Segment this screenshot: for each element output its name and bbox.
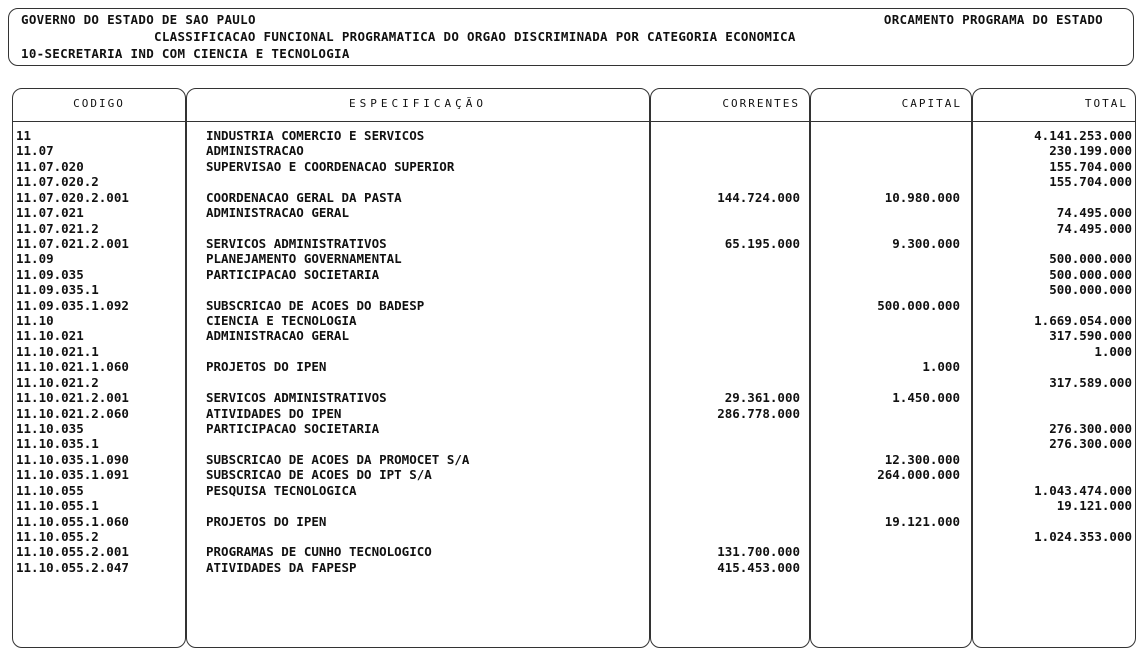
table-row — [12, 421, 1136, 436]
table-row — [12, 529, 1136, 544]
cell-especificacao: PROJETOS DO IPEN — [206, 359, 327, 375]
cell-codigo: 11.10.035.1 — [16, 436, 99, 452]
classification-title: CLASSIFICACAO FUNCIONAL PROGRAMATICA DO ORGAO DISCRIMINADA POR CATEGORIA ECONOMICA — [154, 29, 796, 44]
cell-codigo: 11.09.035.1 — [16, 282, 99, 298]
header-especificacao: ESPECIFICAÇÃO — [348, 97, 488, 110]
cell-codigo: 11.10.055 — [16, 482, 84, 498]
cell-codigo: 11.10.021.2.060 — [16, 405, 129, 421]
table-row — [12, 483, 1136, 498]
cell-total: 1.000 — [1094, 343, 1132, 359]
cell-codigo: 11.10.055.1 — [16, 498, 99, 514]
cell-codigo: 11.10.055.1.060 — [16, 513, 129, 529]
table-row — [12, 282, 1136, 297]
cell-correntes: 131.700.000 — [717, 544, 800, 560]
cell-especificacao: SERVICOS ADMINISTRATIVOS — [206, 235, 387, 251]
cell-codigo: 11 — [16, 128, 32, 143]
table-row — [12, 190, 1136, 205]
cell-especificacao: INDUSTRIA COMERCIO E SERVICOS — [206, 128, 425, 143]
table-row — [12, 359, 1136, 374]
table-row — [12, 436, 1136, 451]
cell-especificacao: SUPERVISAO E COORDENACAO SUPERIOR — [206, 158, 455, 174]
cell-codigo: 11.10.055.2.001 — [16, 544, 129, 560]
cell-codigo: 11.10.021.2.001 — [16, 390, 129, 406]
table-row — [12, 560, 1136, 575]
cell-total: 230.199.000 — [1049, 143, 1132, 159]
table-row — [12, 205, 1136, 220]
cell-especificacao: SUBSCRICAO DE ACOES DO BADESP — [206, 297, 425, 313]
cell-codigo: 11.10.035.1.090 — [16, 451, 129, 467]
header-capital: CAPITAL — [901, 97, 962, 110]
cell-codigo: 11.09.035 — [16, 266, 84, 282]
cell-especificacao: ADMINISTRACAO — [206, 143, 304, 159]
cell-especificacao: SERVICOS ADMINISTRATIVOS — [206, 390, 387, 406]
cell-total: 155.704.000 — [1049, 158, 1132, 174]
cell-total: 500.000.000 — [1049, 266, 1132, 282]
cell-codigo: 11.07.020.2.001 — [16, 189, 129, 205]
cell-especificacao: PROJETOS DO IPEN — [206, 513, 327, 529]
table-row — [12, 159, 1136, 174]
table-row — [12, 498, 1136, 513]
cell-codigo: 11.07.021 — [16, 205, 84, 221]
cell-capital: 500.000.000 — [877, 297, 960, 313]
cell-codigo: 11.07 — [16, 143, 54, 159]
cell-capital: 12.300.000 — [884, 451, 960, 467]
cell-especificacao: ADMINISTRACAO GERAL — [206, 328, 349, 344]
table-row — [12, 328, 1136, 343]
cell-codigo: 11.10.055.2 — [16, 528, 99, 544]
cell-total: 317.589.000 — [1049, 374, 1132, 390]
cell-especificacao: PROGRAMAS DE CUNHO TECNOLOGICO — [206, 544, 432, 560]
cell-total: 1.669.054.000 — [1034, 313, 1132, 329]
cell-total: 19.121.000 — [1056, 498, 1132, 514]
cell-codigo: 11.10.021.2 — [16, 374, 99, 390]
cell-capital: 264.000.000 — [877, 467, 960, 483]
cell-total: 155.704.000 — [1049, 174, 1132, 190]
cell-total: 74.495.000 — [1056, 205, 1132, 221]
cell-especificacao: ATIVIDADES DO IPEN — [206, 405, 342, 421]
cell-codigo: 11.10.055.2.047 — [16, 559, 129, 575]
cell-capital: 1.000 — [922, 359, 960, 375]
cell-codigo: 11.07.020.2 — [16, 174, 99, 190]
cell-codigo: 11.07.021.2 — [16, 220, 99, 236]
cell-total: 500.000.000 — [1049, 251, 1132, 267]
table-row — [12, 452, 1136, 467]
cell-codigo: 11.10.021.1 — [16, 343, 99, 359]
table-body — [12, 128, 1136, 575]
cell-especificacao: CIENCIA E TECNOLOGIA — [206, 313, 357, 329]
cell-especificacao: PESQUISA TECNOLOGICA — [206, 482, 357, 498]
department-title: 10-SECRETARIA IND COM CIENCIA E TECNOLOGIA — [21, 46, 350, 61]
cell-capital: 9.300.000 — [892, 235, 960, 251]
cell-especificacao: PARTICIPACAO SOCIETARIA — [206, 266, 380, 282]
cell-codigo: 11.10.021 — [16, 328, 84, 344]
cell-capital: 1.450.000 — [892, 390, 960, 406]
cell-correntes: 144.724.000 — [717, 189, 800, 205]
cell-correntes: 29.361.000 — [724, 390, 800, 406]
cell-total: 276.300.000 — [1049, 436, 1132, 452]
table-row — [12, 174, 1136, 189]
cell-especificacao: SUBSCRICAO DE ACOES DO IPT S/A — [206, 467, 432, 483]
cell-correntes: 65.195.000 — [724, 235, 800, 251]
cell-especificacao: SUBSCRICAO DE ACOES DA PROMOCET S/A — [206, 451, 470, 467]
cell-total: 1.043.474.000 — [1034, 482, 1132, 498]
cell-codigo: 11.10.021.1.060 — [16, 359, 129, 375]
table-row — [12, 406, 1136, 421]
cell-codigo: 11.10 — [16, 313, 54, 329]
table-row — [12, 544, 1136, 559]
table-row — [12, 313, 1136, 328]
budget-table — [12, 88, 1136, 623]
table-row — [12, 236, 1136, 251]
table-row — [12, 128, 1136, 143]
table-row — [12, 298, 1136, 313]
cell-total: 276.300.000 — [1049, 421, 1132, 437]
header-codigo: CODIGO — [73, 97, 125, 110]
document-header — [8, 8, 1134, 66]
table-row — [12, 467, 1136, 482]
cell-correntes: 415.453.000 — [717, 559, 800, 575]
government-title: GOVERNO DO ESTADO DE SAO PAULO — [21, 12, 256, 27]
cell-correntes: 286.778.000 — [717, 405, 800, 421]
cell-total: 317.590.000 — [1049, 328, 1132, 344]
cell-total: 4.141.253.000 — [1034, 128, 1132, 143]
cell-total: 1.024.353.000 — [1034, 528, 1132, 544]
cell-codigo: 11.10.035 — [16, 421, 84, 437]
header-total: TOTAL — [1084, 97, 1128, 110]
cell-total: 74.495.000 — [1056, 220, 1132, 236]
cell-codigo: 11.10.035.1.091 — [16, 467, 129, 483]
cell-especificacao: PARTICIPACAO SOCIETARIA — [206, 421, 380, 437]
cell-codigo: 11.09 — [16, 251, 54, 267]
cell-especificacao: COORDENACAO GERAL DA PASTA — [206, 189, 402, 205]
table-row — [12, 390, 1136, 405]
table-row — [12, 375, 1136, 390]
cell-codigo: 11.07.021.2.001 — [16, 235, 129, 251]
cell-codigo: 11.09.035.1.092 — [16, 297, 129, 313]
header-correntes: CORRENTES — [722, 97, 800, 110]
cell-especificacao: ATIVIDADES DA FAPESP — [206, 559, 357, 575]
cell-capital: 10.980.000 — [884, 189, 960, 205]
table-row — [12, 221, 1136, 236]
table-row — [12, 143, 1136, 158]
cell-especificacao: PLANEJAMENTO GOVERNAMENTAL — [206, 251, 402, 267]
cell-capital: 19.121.000 — [884, 513, 960, 529]
cell-especificacao: ADMINISTRACAO GERAL — [206, 205, 349, 221]
table-row — [12, 514, 1136, 529]
cell-total: 500.000.000 — [1049, 282, 1132, 298]
cell-codigo: 11.07.020 — [16, 158, 84, 174]
budget-title: ORCAMENTO PROGRAMA DO ESTADO — [883, 12, 1103, 27]
table-row — [12, 267, 1136, 282]
table-row — [12, 344, 1136, 359]
table-row — [12, 251, 1136, 266]
